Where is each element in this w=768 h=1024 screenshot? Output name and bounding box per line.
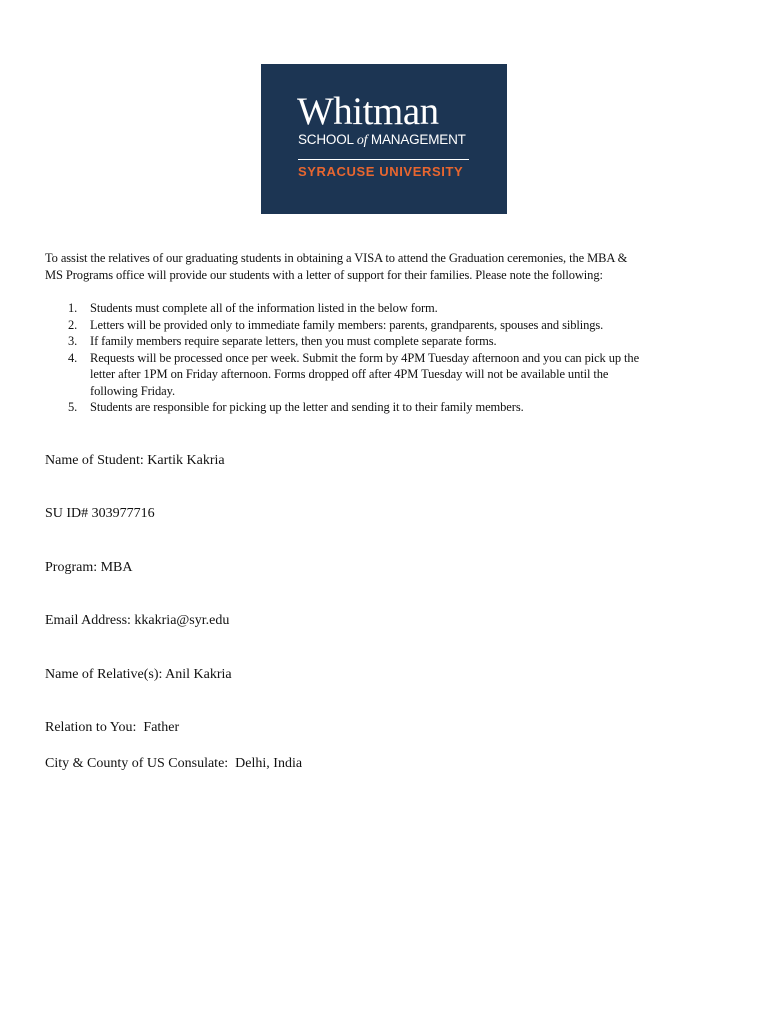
rule-item	[45, 399, 725, 416]
whitman-logo	[261, 64, 507, 214]
relatives-field: Name of Relative(s): Anil Kakria	[45, 667, 232, 682]
rule-number: 2.	[68, 317, 78, 332]
logo-divider	[298, 159, 469, 160]
logo-school-line	[298, 133, 466, 148]
logo-wordmark: Whitman	[297, 90, 439, 133]
email-field: Email Address: kkakria@syr.edu	[45, 613, 230, 628]
relation-field: Relation to You: Father	[45, 720, 180, 735]
intro-line-1: To assist the relatives of our graduating students in obtaining a VISA to attend the Graduation ceremonies, the MBA &	[45, 251, 628, 265]
rule-text: Students are responsible for picking up the letter and sending it to their family members.	[90, 400, 524, 414]
rule-text: following Friday.	[90, 383, 175, 398]
rule-item	[45, 333, 725, 350]
rule-item	[45, 350, 725, 400]
intro-line-2: MS Programs office will provide our students with a letter of support for their families. Please note the following:	[45, 267, 603, 282]
consulate-field: City & County of US Consulate: Delhi, India	[45, 756, 303, 771]
logo-school-pre: SCHOOL	[298, 132, 357, 147]
rules-list	[45, 300, 725, 416]
rule-text: Requests will be processed once per week. Submit the form by 4PM Tuesday afternoon and you can pick up the	[90, 350, 640, 365]
logo-school-post: MANAGEMENT	[367, 132, 466, 147]
rule-number: 4.	[68, 350, 78, 365]
logo-school-of: of	[356, 133, 368, 148]
rule-item	[45, 317, 725, 334]
student-name-field: Name of Student: Kartik Kakria	[45, 453, 225, 468]
program-field: Program: MBA	[45, 560, 133, 575]
rule-item	[45, 300, 725, 317]
intro-paragraph	[45, 250, 725, 283]
rule-text: letter after 1PM on Friday afternoon. Forms dropped off after 4PM Tuesday will not be available until the	[90, 367, 609, 381]
su-id-field: SU ID# 303977716	[45, 506, 155, 521]
rule-number: 1.	[68, 301, 78, 315]
rule-number: 3.	[68, 334, 78, 348]
rule-number: 5.	[68, 400, 78, 414]
rule-text: If family members require separate letters, then you must complete separate forms.	[90, 334, 497, 348]
rule-text: Students must complete all of the information listed in the below form.	[90, 301, 438, 315]
logo-university: SYRACUSE UNIVERSITY	[298, 164, 464, 179]
rule-text: Letters will be provided only to immediate family members: parents, grandparents, spouses and siblings.	[90, 317, 604, 332]
